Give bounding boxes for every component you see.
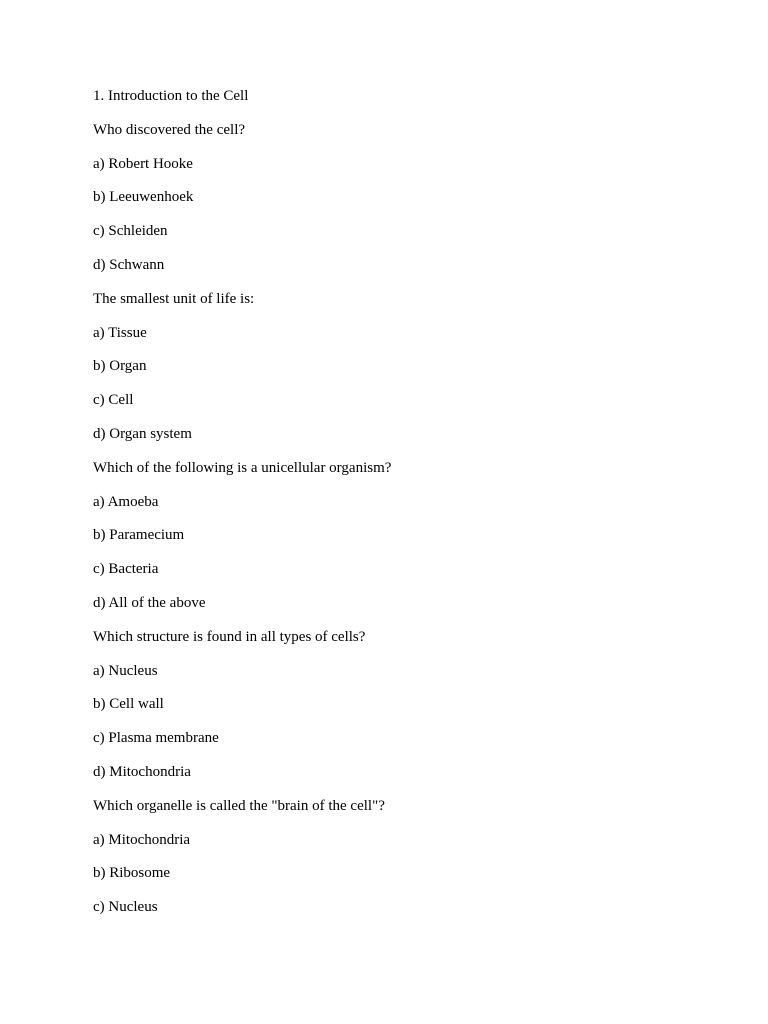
answer-option: a) Amoeba (93, 493, 159, 510)
answer-option: a) Tissue (93, 324, 147, 341)
answer-option: b) Leeuwenhoek (93, 189, 194, 206)
answer-option: d) Organ system (93, 425, 192, 442)
answer-option: a) Mitochondria (93, 831, 191, 848)
question-text: Which structure is found in all types of cells? (93, 628, 366, 645)
answer-option: a) Nucleus (93, 662, 158, 679)
answer-option: c) Bacteria (93, 561, 159, 578)
answer-option: c) Nucleus (93, 899, 158, 916)
section-title: 1. Introduction to the Cell (93, 88, 249, 104)
answer-option: b) Paramecium (93, 527, 185, 544)
document-content (93, 86, 693, 931)
answer-option: a) Robert Hooke (93, 155, 193, 172)
answer-option: b) Cell wall (93, 696, 164, 713)
question-text: The smallest unit of life is: (93, 290, 255, 307)
answer-option: d) Mitochondria (93, 763, 191, 780)
question-text: Which organelle is called the "brain of the cell"? (93, 797, 385, 814)
question-text: Who discovered the cell? (93, 121, 246, 138)
answer-option: d) All of the above (93, 594, 206, 611)
question-text: Which of the following is a unicellular organism? (93, 459, 392, 476)
answer-option: b) Ribosome (93, 865, 171, 882)
answer-option: c) Plasma membrane (93, 730, 219, 747)
answer-option: b) Organ (93, 358, 147, 375)
answer-option: c) Cell (93, 392, 134, 409)
answer-option: c) Schleiden (93, 223, 168, 240)
answer-option: d) Schwann (93, 256, 165, 273)
